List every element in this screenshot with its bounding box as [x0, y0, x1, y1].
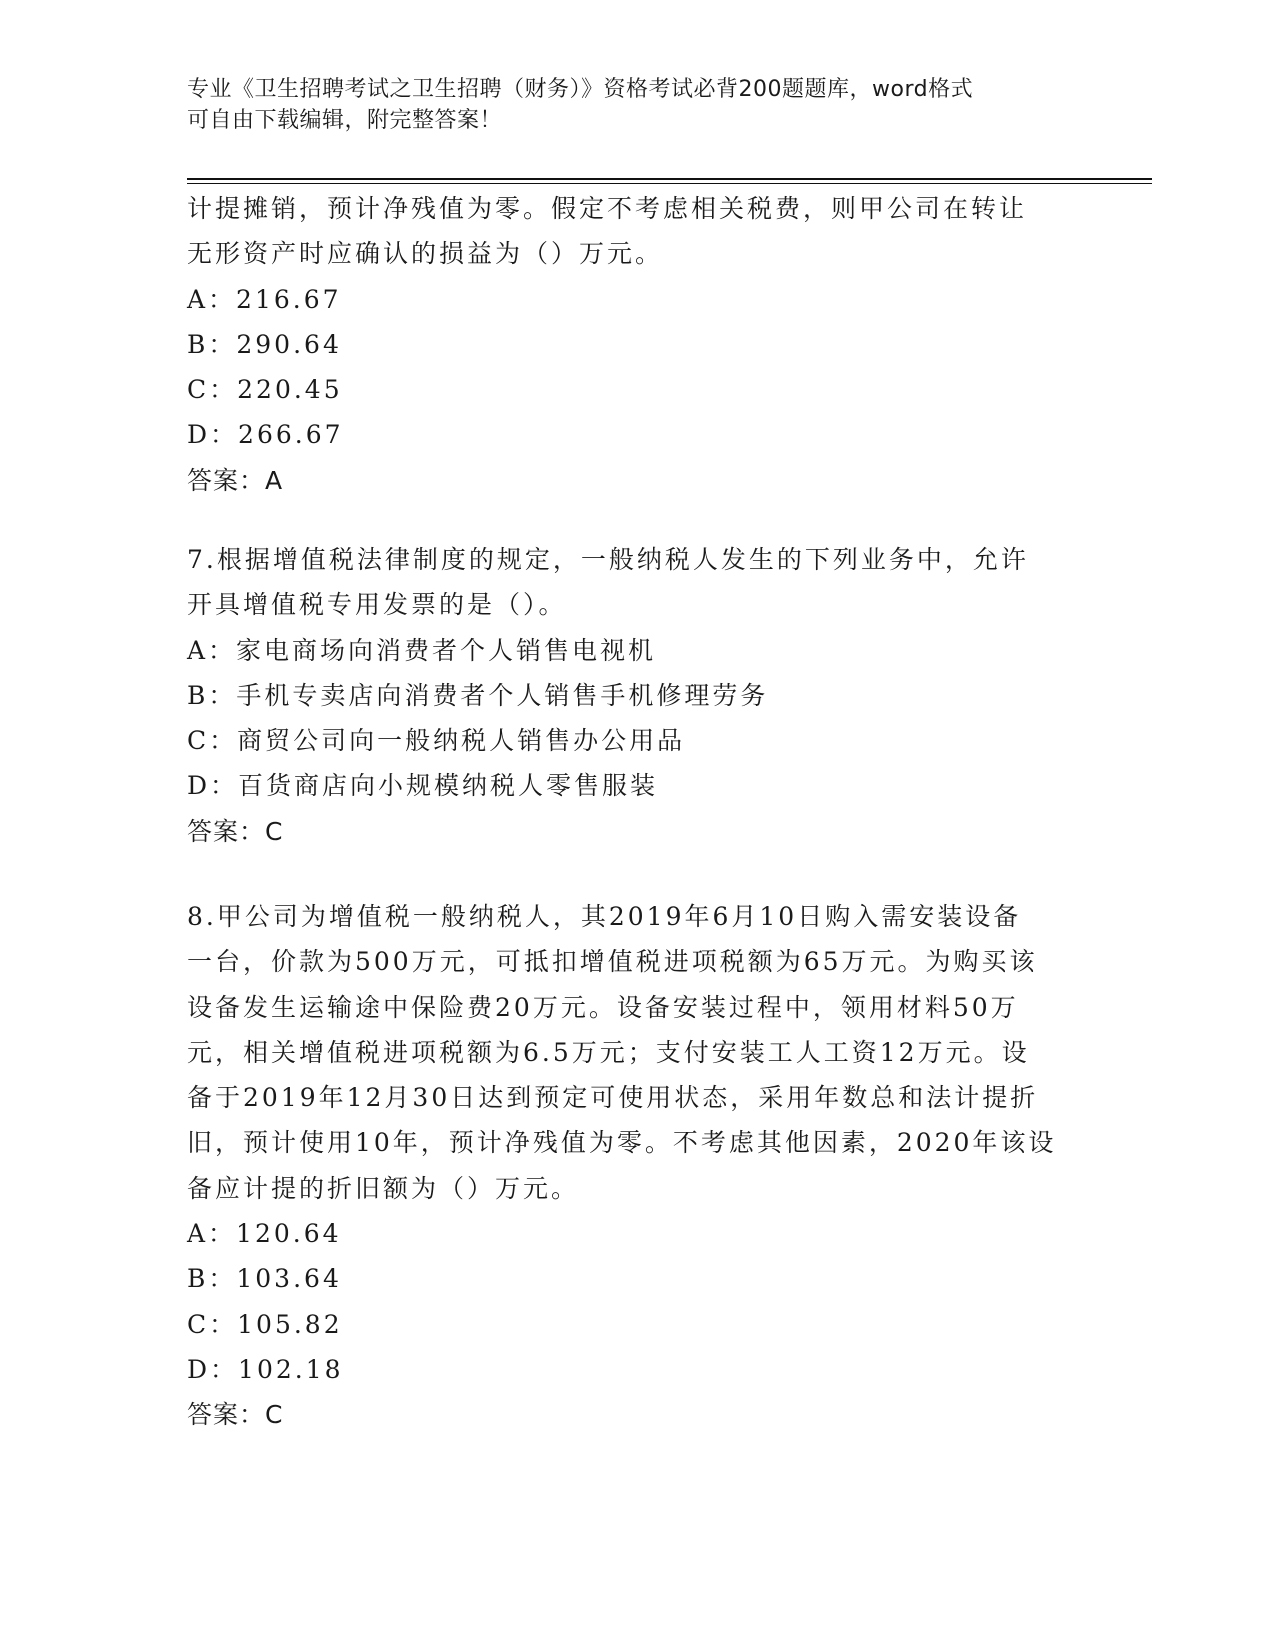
- option-a: A：120.64: [187, 1219, 342, 1249]
- question-stem-line: 备应计提的折旧额为（）万元。: [187, 1173, 580, 1203]
- option-b: B：103.64: [187, 1264, 342, 1294]
- header-title-line-1: 专业《卫生招聘考试之卫生招聘（财务）》资格考试必背200题题库，word格式: [187, 77, 974, 102]
- question-stem-line: 计提摊销，预计净残值为零。假定不考虑相关税费，则甲公司在转让: [187, 194, 1028, 223]
- option-b: B：手机专卖店向消费者个人销售手机修理劳务: [187, 680, 769, 710]
- option-d: D：102.18: [187, 1354, 344, 1384]
- question-stem-line: 备于2019年12月30日达到预定可使用状态，采用年数总和法计提折: [187, 1083, 1039, 1113]
- option-a: A：家电商场向消费者个人销售电视机: [187, 635, 657, 665]
- option-b: B：290.64: [187, 329, 342, 359]
- question-stem-line: 元，相关增值税进项税额为6.5万元；支付安装工人工资12万元。设: [187, 1037, 1030, 1067]
- question-stem-line: 无形资产时应确认的损益为（）万元。: [187, 239, 664, 269]
- header-title-line-2: 可自由下载编辑，附完整答案！: [187, 108, 503, 133]
- question-stem-line: 一台，价款为500万元，可抵扣增值税进项税额为65万元。为购买该: [187, 947, 1038, 977]
- option-c: C：商贸公司向一般纳税人销售办公用品: [187, 726, 686, 756]
- question-stem-line: 7.根据增值税法律制度的规定，一般纳税人发生的下列业务中，允许: [187, 545, 1029, 574]
- question-6: [187, 186, 1087, 503]
- question-stem-line: 旧，预计使用10年，预计净残值为零。不考虑其他因素，2020年该设: [187, 1128, 1057, 1158]
- option-c: C：105.82: [187, 1309, 343, 1339]
- answer-line: 答案：C: [187, 1400, 284, 1430]
- question-7: [187, 537, 1087, 854]
- question-stem-line: 设备发生运输途中保险费20万元。设备安装过程中，领用材料50万: [187, 992, 1019, 1022]
- option-d: D：百货商店向小规模纳税人零售服装: [187, 771, 659, 801]
- answer-line: 答案：C: [187, 816, 284, 846]
- option-a: A：216.67: [187, 284, 342, 314]
- option-d: D：266.67: [187, 420, 344, 450]
- header-divider-thin: [187, 183, 1152, 184]
- question-stem-line: 开具增值税专用发票的是（）。: [187, 590, 567, 620]
- answer-line: 答案：A: [187, 465, 284, 495]
- question-stem-line: 8.甲公司为增值税一般纳税人，其2019年6月10日购入需安装设备: [187, 902, 1022, 931]
- option-c: C：220.45: [187, 375, 343, 405]
- question-8: [187, 894, 1087, 1438]
- document-header: [187, 74, 1087, 136]
- header-divider-thick: [187, 178, 1152, 180]
